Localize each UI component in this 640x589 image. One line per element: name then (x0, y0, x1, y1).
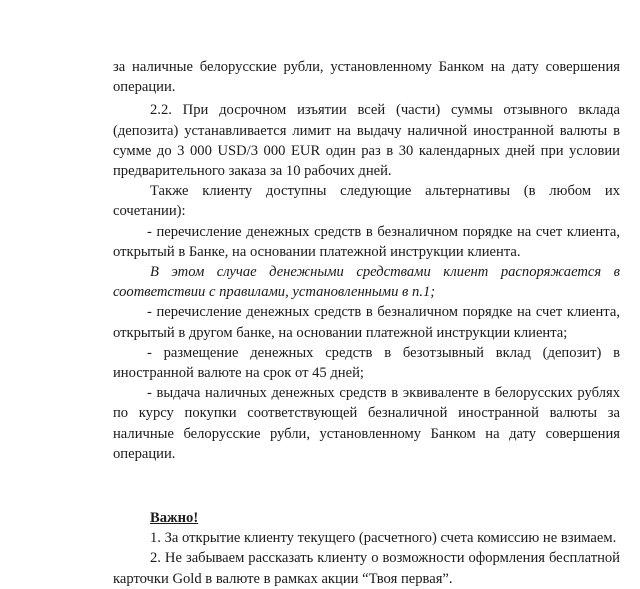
paragraph-note-italic: В этом случае денежными средствами клиент распоряжается в соответствии с правилами, установленными в п.1; (113, 264, 620, 301)
important-item-1: 1. За открытие клиенту текущего (расчетного) счета комиссию не взимаем. (150, 530, 617, 547)
section-spacer (113, 464, 620, 508)
heading-important (113, 508, 620, 528)
list-item-irrevocable-deposit: - размещение денежных средств в безотзывный вклад (депозит) в иностранной валюте на срок от 45 дней; (113, 344, 620, 382)
list-item-transfer-other-bank: - перечисление денежных средств в безналичном порядке на счет клиента, открытый в другом банке, на основании платежной инструкции клиента; (113, 304, 620, 341)
paragraph-clause-2-2: 2.2. При досрочном изъятии всей (части) суммы отзывного вклада (депозита) устанавливается лимит на выдачу наличной иностранной валюты в сумме до 3 000 USD/3 000 EUR один раз в 30 календарных дней при условии предварительного заказа за 10 рабочих дней. (113, 102, 620, 180)
list-item-cash-equivalent: - выдача наличных денежных средств в эквиваленте в белорусских рублях по курсу покупки соответствующей безналичной иностранной валюты за наличные белорусские рубли, установленному Банком на дату совершения операции. (113, 385, 620, 462)
document-body (113, 57, 620, 589)
list-item-transfer-own-bank: - перечисление денежных средств в безналичном порядке на счет клиента, открытый в Банке, на основании платежной инструкции клиента. (113, 223, 620, 260)
paragraph-alternatives-intro: Также клиенту доступны следующие альтернативы (в любом их сочетании): (113, 183, 620, 220)
heading-important-text: Важно! (150, 510, 199, 527)
paragraph-continued: за наличные белорусские рубли, установленному Банком на дату совершения операции. (113, 59, 620, 96)
important-item-2: 2. Не забываем рассказать клиенту о возможности оформления бесплатной карточки Gold в валюте в рамках акции “Твоя первая”. (113, 550, 620, 587)
